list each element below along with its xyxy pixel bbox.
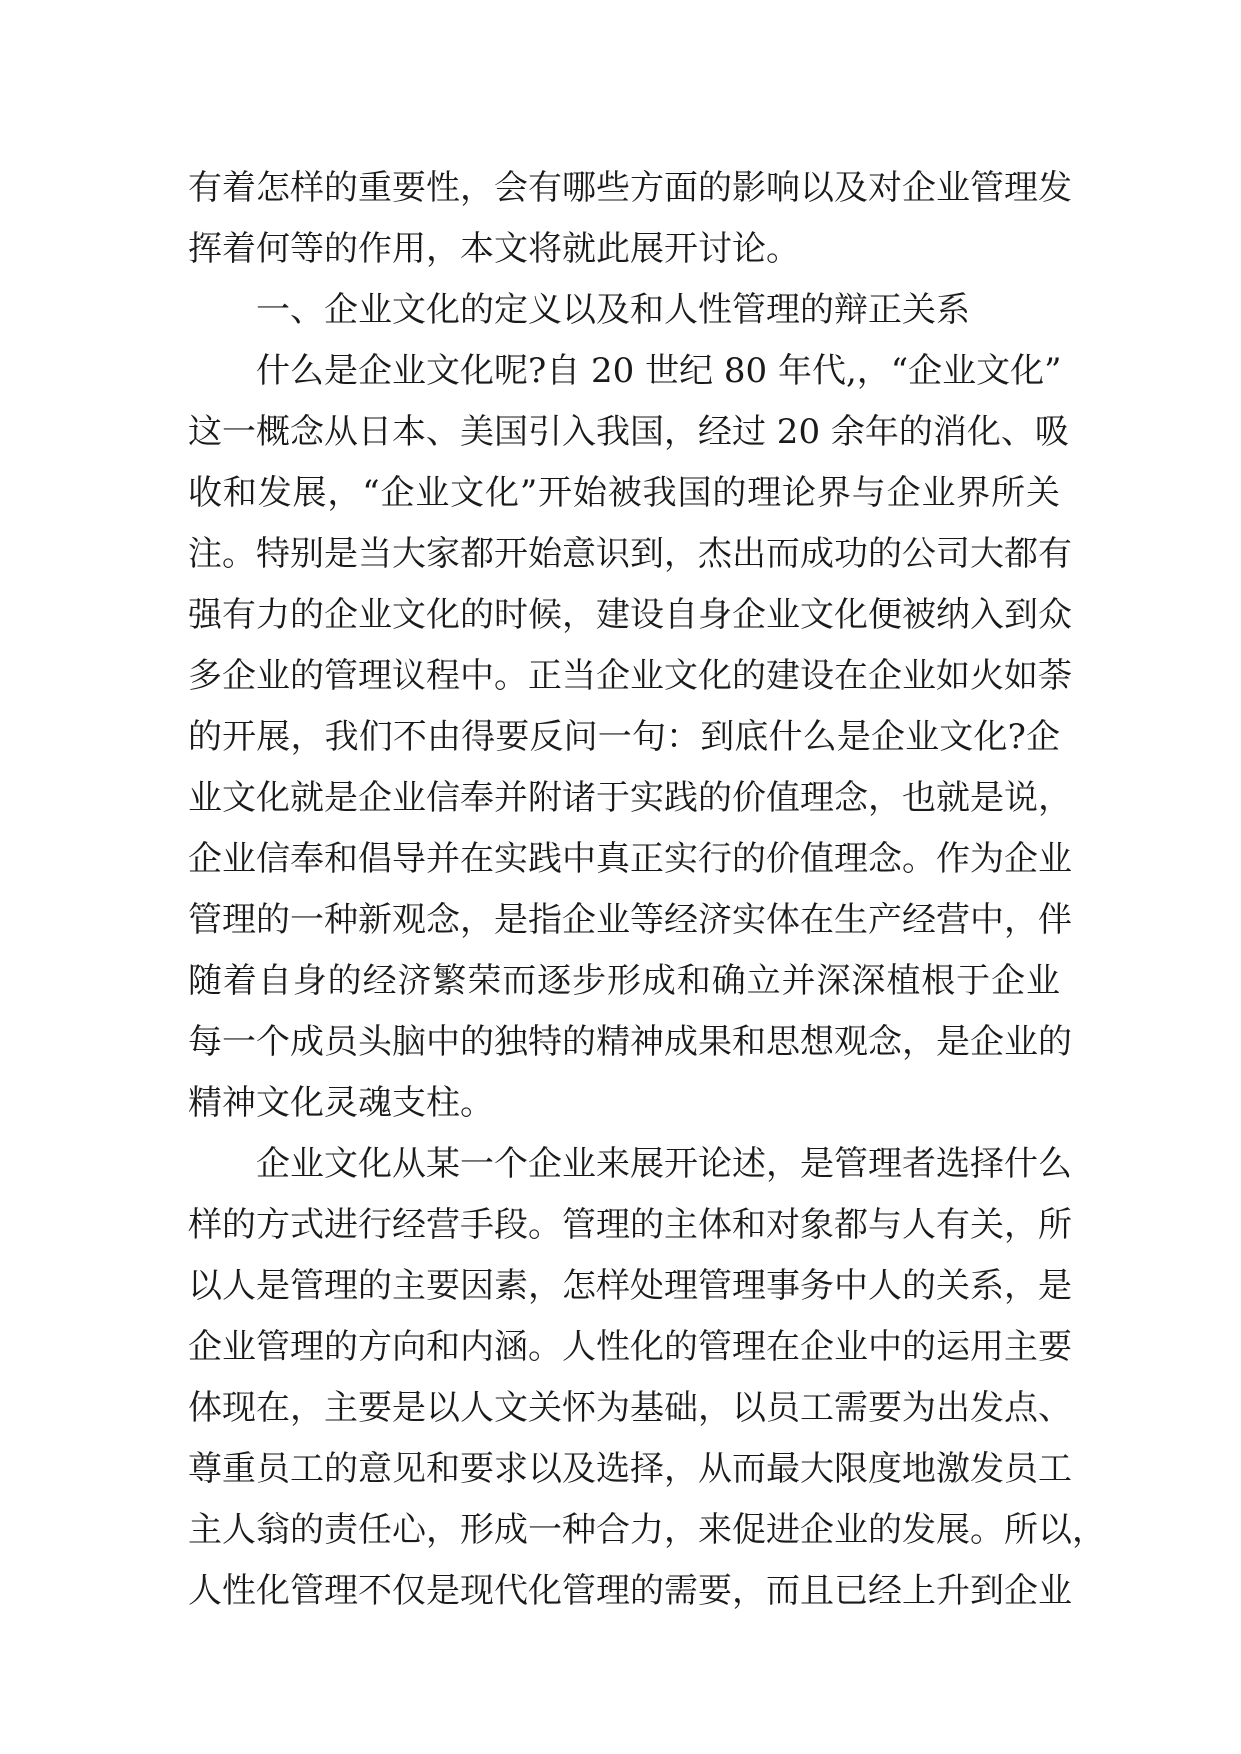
text-line: 人性化管理不仅是现代化管理的需要，而且已经上升到企业 [188,1571,1072,1611]
text-line: 随着自身的经济繁荣而逐步形成和确立并深深植根于企业 [188,961,1060,1001]
text-line: 企业信奉和倡导并在实践中真正实行的价值理念。作为企业 [188,839,1072,879]
text-line: 企业文化从某一个企业来展开论述，是管理者选择什么 [256,1144,1072,1184]
text-line: 精神文化灵魂支柱。 [188,1083,494,1123]
text-line: 体现在，主要是以人文关怀为基础，以员工需要为出发点、 [188,1388,1072,1428]
text-line: 收和发展，“企业文化”开始被我国的理论界与企业界所关 [188,473,1060,513]
text-line: 什么是企业文化呢?自 20 世纪 80 年代,，“企业文化” [256,351,1062,391]
text-line: 以人是管理的主要因素，怎样处理管理事务中人的关系，是 [188,1266,1072,1306]
text-line: 注。特别是当大家都开始意识到，杰出而成功的公司大都有 [188,534,1072,574]
text-line: 强有力的企业文化的时候，建设自身企业文化便被纳入到众 [188,595,1072,635]
text-line: 多企业的管理议程中。正当企业文化的建设在企业如火如荼 [188,656,1072,696]
text-line: 主人翁的责任心，形成一种合力，来促进企业的发展。所以， [188,1510,1106,1550]
text-line: 业文化就是企业信奉并附诸于实践的价值理念，也就是说， [188,778,1072,818]
text-line: 企业管理的方向和内涵。人性化的管理在企业中的运用主要 [188,1327,1072,1367]
section-heading: 一、企业文化的定义以及和人性管理的辩正关系 [256,290,970,330]
text-line: 每一个成员头脑中的独特的精神成果和思想观念，是企业的 [188,1022,1072,1062]
text-line: 挥着何等的作用，本文将就此展开讨论。 [188,229,800,269]
text-line: 管理的一种新观念，是指企业等经济实体在生产经营中，伴 [188,900,1072,940]
text-line: 的开展，我们不由得要反问一句：到底什么是企业文化?企 [188,717,1060,757]
text-line: 样的方式进行经营手段。管理的主体和对象都与人有关，所 [188,1205,1072,1245]
text-line: 有着怎样的重要性，会有哪些方面的影响以及对企业管理发 [188,168,1072,208]
text-line: 尊重员工的意见和要求以及选择，从而最大限度地激发员工 [188,1449,1072,1489]
text-line: 这一概念从日本、美国引入我国，经过 20 余年的消化、吸 [188,412,1069,452]
document-body [188,158,1106,1622]
